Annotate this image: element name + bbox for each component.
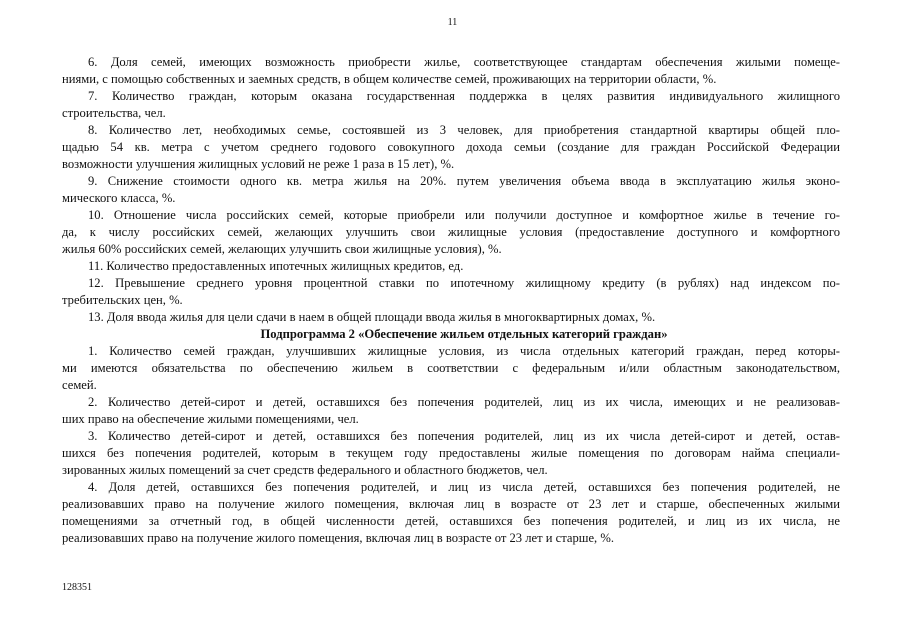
document-body (62, 54, 840, 547)
text-line: 6. Доля семей, имеющих возможность приобрести жилье, соответствующее стандартам обеспечения жилыми помеще- (88, 55, 840, 69)
text-line: 12. Превышение среднего уровня процентной ставки по ипотечному жилищному кредиту (в рублях) над индексом по- (88, 276, 840, 290)
text-line: да, к числу российских семей, желающих улучшить свои жилищные условия (предоставление доступного и комфортного (62, 225, 840, 239)
text-line: ших право на обеспечение жилыми помещениями, чел. (62, 412, 359, 426)
text-line: 8. Количество лет, необходимых семье, состоявшей из 3 человек, для приобретения стандартной квартиры общей пло- (88, 123, 840, 137)
page-number: 11 (447, 17, 458, 28)
text-line: зированных жилых помещений за счет средств федерального и областного бюджетов, чел. (62, 463, 548, 477)
text-line: ми имеются обязательства по обеспечению жильем в соответствии с федеральным и/или областным законодательством, (62, 361, 840, 375)
text-line: 10. Отношение числа российских семей, которые приобрели или получили доступное и комфортное жилье в течение го- (88, 208, 840, 222)
text-line: 13. Доля ввода жилья для цели сдачи в наем в общей площади ввода жилья в многоквартирных домах, %. (88, 310, 656, 324)
text-line: 3. Количество детей-сирот и детей, оставшихся без попечения родителей, лиц из их числа детей-сирот и детей, остав- (88, 429, 840, 443)
text-line: ниями, с помощью собственных и заемных средств, в общем количестве семей, проживающих на территории области, %. (62, 72, 717, 86)
text-line: щадью 54 кв. метра с учетом среднего годового совокупного дохода семьи (создание для граждан Российской Федерации (62, 140, 840, 154)
text-line: реализовавших право на получение жилого помещения, включая лиц в возрасте от 23 лет и старше, %. (62, 531, 614, 545)
text-line: 7. Количество граждан, которым оказана государственная поддержка в целях развития индивидуального жилищного (88, 89, 840, 103)
text-line: 4. Доля детей, оставшихся без попечения родителей, и лиц из числа детей, оставшихся без попечения родителей, не (88, 480, 840, 494)
text-line: жилья 60% российских семей, желающих улучшить свои жилищные условия), %. (62, 242, 502, 256)
text-line: строительства, чел. (62, 106, 166, 120)
text-line: 2. Количество детей-сирот и детей, оставшихся без попечения родителей, лиц из их числа, имеющих и не реализовав- (88, 395, 840, 409)
text-line: 9. Снижение стоимости одного кв. метра жилья на 20%. путем увеличения объема ввода в эксплуатацию жилья эконо- (88, 174, 840, 188)
text-line: реализовавших право на получение жилого помещения, включая лиц в возрасте от 23 лет и старше, обеспеченных жилыми (62, 497, 840, 511)
text-line: 11. Количество предоставленных ипотечных жилищных кредитов, ед. (88, 259, 464, 273)
text-line: мического класса, %. (62, 191, 176, 205)
text-line: 1. Количество семей граждан, улучшивших жилищные условия, из числа отдельных категорий граждан, перед которы- (88, 344, 840, 358)
subprogram-heading: Подпрограмма 2 «Обеспечение жильем отдельных категорий граждан» (260, 327, 668, 341)
text-line: семей. (62, 378, 97, 392)
text-line: возможности улучшения жилищных условий не реже 1 раза в 15 лет), %. (62, 157, 455, 171)
text-line: требительских цен, %. (62, 293, 183, 307)
document-code: 128351 (62, 582, 92, 593)
text-line: шихся без попечения родителей, которым в текущем году предоставлены жилые помещения по договорам найма специали- (62, 446, 840, 460)
text-line: помещениями за отчетный год, в общей численности детей, оставшихся без попечения родителей, и лиц из их числа, не (62, 514, 840, 528)
